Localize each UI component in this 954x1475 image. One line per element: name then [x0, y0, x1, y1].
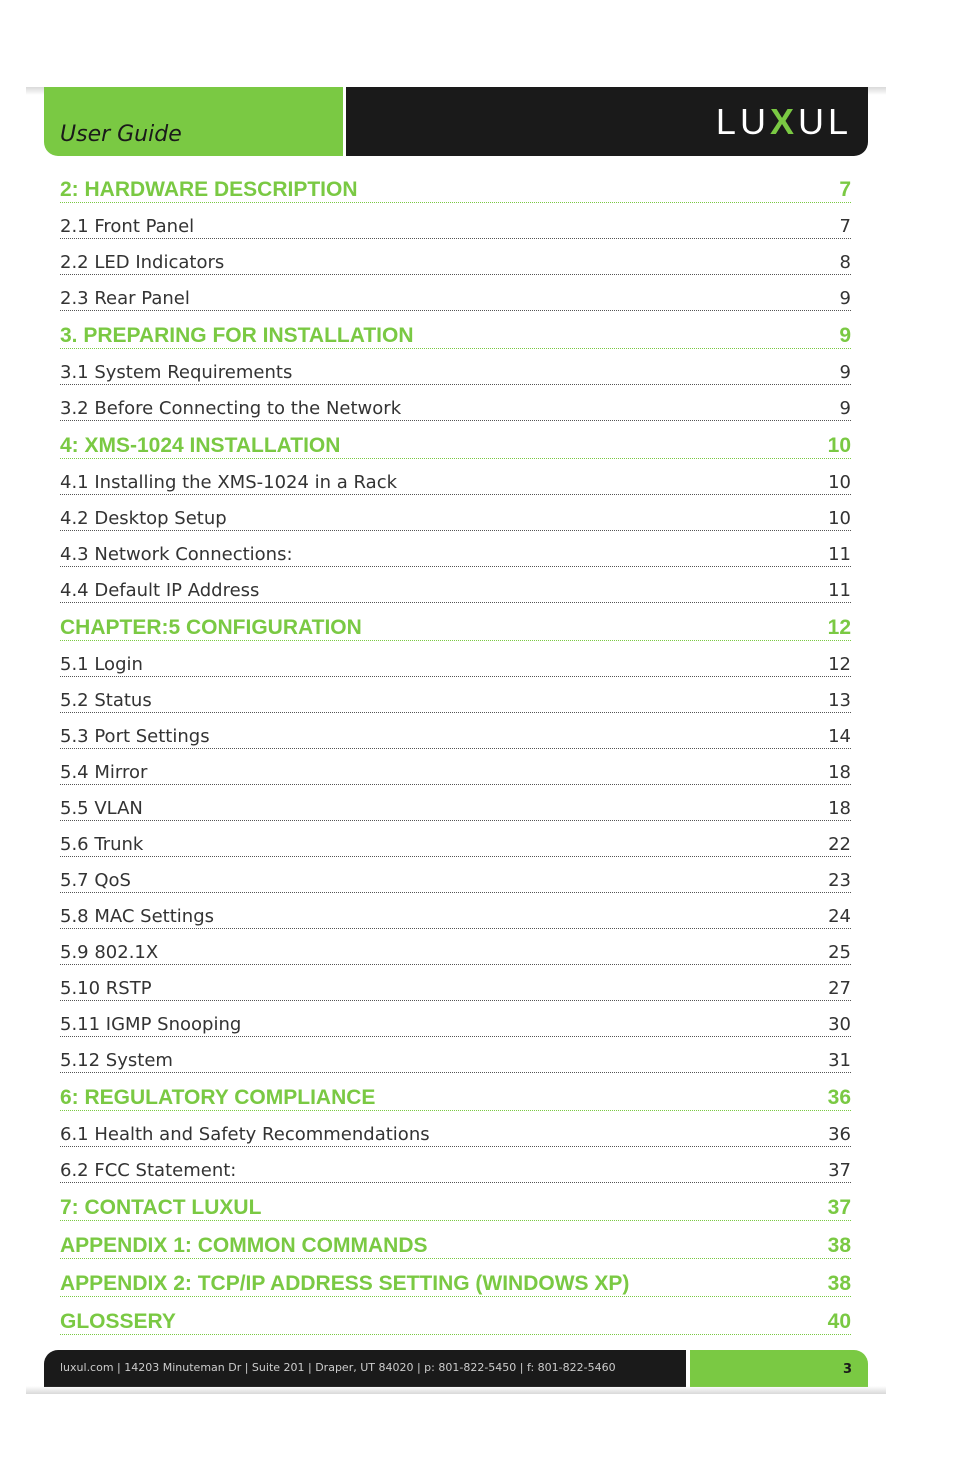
toc-entry-page: 10	[828, 472, 851, 494]
toc-section-entry[interactable]	[60, 857, 851, 893]
toc-entry-page: 40	[827, 1309, 851, 1333]
toc-section-entry[interactable]	[60, 459, 851, 495]
toc-chapter-entry[interactable]	[60, 421, 851, 459]
toc-entry-page: 11	[828, 580, 851, 602]
toc-entry-title: 5.7 QoS	[60, 870, 131, 892]
toc-entry-page: 36	[827, 1085, 851, 1109]
toc-entry-page: 14	[828, 726, 851, 748]
toc-section-entry[interactable]	[60, 785, 851, 821]
toc-entry-page: 9	[839, 288, 851, 310]
toc-entry-page: 24	[828, 906, 851, 928]
toc-chapter-entry[interactable]	[60, 1183, 851, 1221]
header-green-band	[44, 87, 343, 156]
toc-entry-page: 13	[828, 690, 851, 712]
document-title: User Guide	[60, 122, 182, 147]
toc-entry-title: 6.1 Health and Safety Recommendations	[60, 1124, 430, 1146]
toc-entry-page: 38	[827, 1233, 851, 1257]
toc-entry-title: 3.1 System Requirements	[60, 362, 293, 384]
toc-section-entry[interactable]	[60, 349, 851, 385]
toc-entry-page: 7	[839, 216, 851, 238]
toc-section-entry[interactable]	[60, 567, 851, 603]
toc-entry-page: 9	[839, 398, 851, 420]
toc-section-entry[interactable]	[60, 641, 851, 677]
toc-chapter-entry[interactable]	[60, 1259, 851, 1297]
toc-entry-page: 18	[828, 762, 851, 784]
toc-entry-title: CHAPTER:5 CONFIGURATION	[60, 615, 362, 639]
toc-entry-title: 5.1 Login	[60, 654, 143, 676]
luxul-logo	[715, 101, 852, 142]
toc-entry-page: 11	[828, 544, 851, 566]
toc-entry-page: 10	[827, 433, 851, 457]
footer-dark-band	[44, 1350, 686, 1387]
toc-entry-page: 30	[828, 1014, 851, 1036]
toc-section-entry[interactable]	[60, 965, 851, 1001]
toc-entry-title: APPENDIX 1: COMMON COMMANDS	[60, 1233, 428, 1257]
page-footer	[44, 1350, 868, 1387]
toc-section-entry[interactable]	[60, 239, 851, 275]
toc-entry-title: 2.2 LED Indicators	[60, 252, 225, 274]
toc-entry-page: 8	[839, 252, 851, 274]
toc-section-entry[interactable]	[60, 1001, 851, 1037]
toc-entry-page: 27	[828, 978, 851, 1000]
toc-entry-title: 5.9 802.1X	[60, 942, 159, 964]
toc-entry-title: 3.2 Before Connecting to the Network	[60, 398, 402, 420]
toc-section-entry[interactable]	[60, 749, 851, 785]
toc-entry-title: 4: XMS-1024 INSTALLATION	[60, 433, 341, 457]
toc-chapter-entry[interactable]	[60, 165, 851, 203]
toc-entry-title: 2: HARDWARE DESCRIPTION	[60, 177, 358, 201]
toc-entry-title: 6.2 FCC Statement:	[60, 1160, 237, 1182]
toc-section-entry[interactable]	[60, 821, 851, 857]
toc-entry-page: 10	[828, 508, 851, 530]
toc-entry-page: 31	[828, 1050, 851, 1072]
toc-entry-page: 9	[839, 362, 851, 384]
page-number: 3	[842, 1362, 852, 1377]
toc-entry-title: 5.2 Status	[60, 690, 152, 712]
toc-entry-page: 9	[839, 323, 851, 347]
logo-text: LUXUL	[715, 101, 852, 142]
toc-entry-title: 3. PREPARING FOR INSTALLATION	[60, 323, 414, 347]
toc-entry-page: 36	[828, 1124, 851, 1146]
toc-section-entry[interactable]	[60, 929, 851, 965]
toc-entry-title: 4.1 Installing the XMS-1024 in a Rack	[60, 472, 398, 494]
toc-section-entry[interactable]	[60, 275, 851, 311]
toc-chapter-entry[interactable]	[60, 603, 851, 641]
toc-entry-page: 12	[828, 654, 851, 676]
footer-shadow	[26, 1386, 886, 1394]
toc-entry-title: 6: REGULATORY COMPLIANCE	[60, 1085, 376, 1109]
toc-section-entry[interactable]	[60, 531, 851, 567]
toc-entry-title: 5.4 Mirror	[60, 762, 148, 784]
toc-entry-title: 4.3 Network Connections:	[60, 544, 293, 566]
table-of-contents	[60, 165, 851, 1335]
toc-entry-page: 37	[827, 1195, 851, 1219]
logo-x-mark: X	[769, 101, 798, 142]
toc-section-entry[interactable]	[60, 1147, 851, 1183]
toc-entry-page: 18	[828, 798, 851, 820]
toc-entry-title: APPENDIX 2: TCP/IP ADDRESS SETTING (WINDOWS XP)	[60, 1271, 630, 1295]
toc-entry-page: 23	[828, 870, 851, 892]
toc-section-entry[interactable]	[60, 1037, 851, 1073]
page-header	[44, 87, 868, 156]
toc-entry-title: 2.3 Rear Panel	[60, 288, 190, 310]
toc-chapter-entry[interactable]	[60, 1221, 851, 1259]
toc-entry-title: 2.1 Front Panel	[60, 216, 195, 238]
toc-entry-title: 4.4 Default IP Address	[60, 580, 260, 602]
toc-chapter-entry[interactable]	[60, 1073, 851, 1111]
toc-entry-title: 5.12 System	[60, 1050, 173, 1072]
toc-entry-title: GLOSSERY	[60, 1309, 176, 1333]
toc-entry-title: 4.2 Desktop Setup	[60, 508, 227, 530]
toc-entry-title: 5.3 Port Settings	[60, 726, 210, 748]
toc-entry-title: 5.6 Trunk	[60, 834, 144, 856]
toc-entry-page: 7	[839, 177, 851, 201]
toc-entry-page: 38	[827, 1271, 851, 1295]
toc-entry-title: 5.5 VLAN	[60, 798, 143, 820]
toc-entry-page: 25	[828, 942, 851, 964]
toc-section-entry[interactable]	[60, 385, 851, 421]
toc-entry-title: 5.10 RSTP	[60, 978, 152, 1000]
toc-section-entry[interactable]	[60, 677, 851, 713]
toc-section-entry[interactable]	[60, 203, 851, 239]
header-dark-band	[343, 87, 868, 156]
toc-chapter-entry[interactable]	[60, 1297, 851, 1335]
toc-entry-title: 5.11 IGMP Snooping	[60, 1014, 242, 1036]
toc-chapter-entry[interactable]	[60, 311, 851, 349]
toc-section-entry[interactable]	[60, 1111, 851, 1147]
footer-green-band	[686, 1350, 868, 1387]
footer-contact-info: luxul.com | 14203 Minuteman Dr | Suite 201 | Draper, UT 84020 | p: 801-822-5450 | f: 801-822-5460	[60, 1361, 616, 1374]
toc-entry-title: 5.8 MAC Settings	[60, 906, 214, 928]
toc-entry-page: 12	[827, 615, 851, 639]
toc-entry-page: 22	[828, 834, 851, 856]
toc-section-entry[interactable]	[60, 495, 851, 531]
toc-entry-page: 37	[828, 1160, 851, 1182]
toc-entry-title: 7: CONTACT LUXUL	[60, 1195, 262, 1219]
toc-section-entry[interactable]	[60, 713, 851, 749]
toc-section-entry[interactable]	[60, 893, 851, 929]
